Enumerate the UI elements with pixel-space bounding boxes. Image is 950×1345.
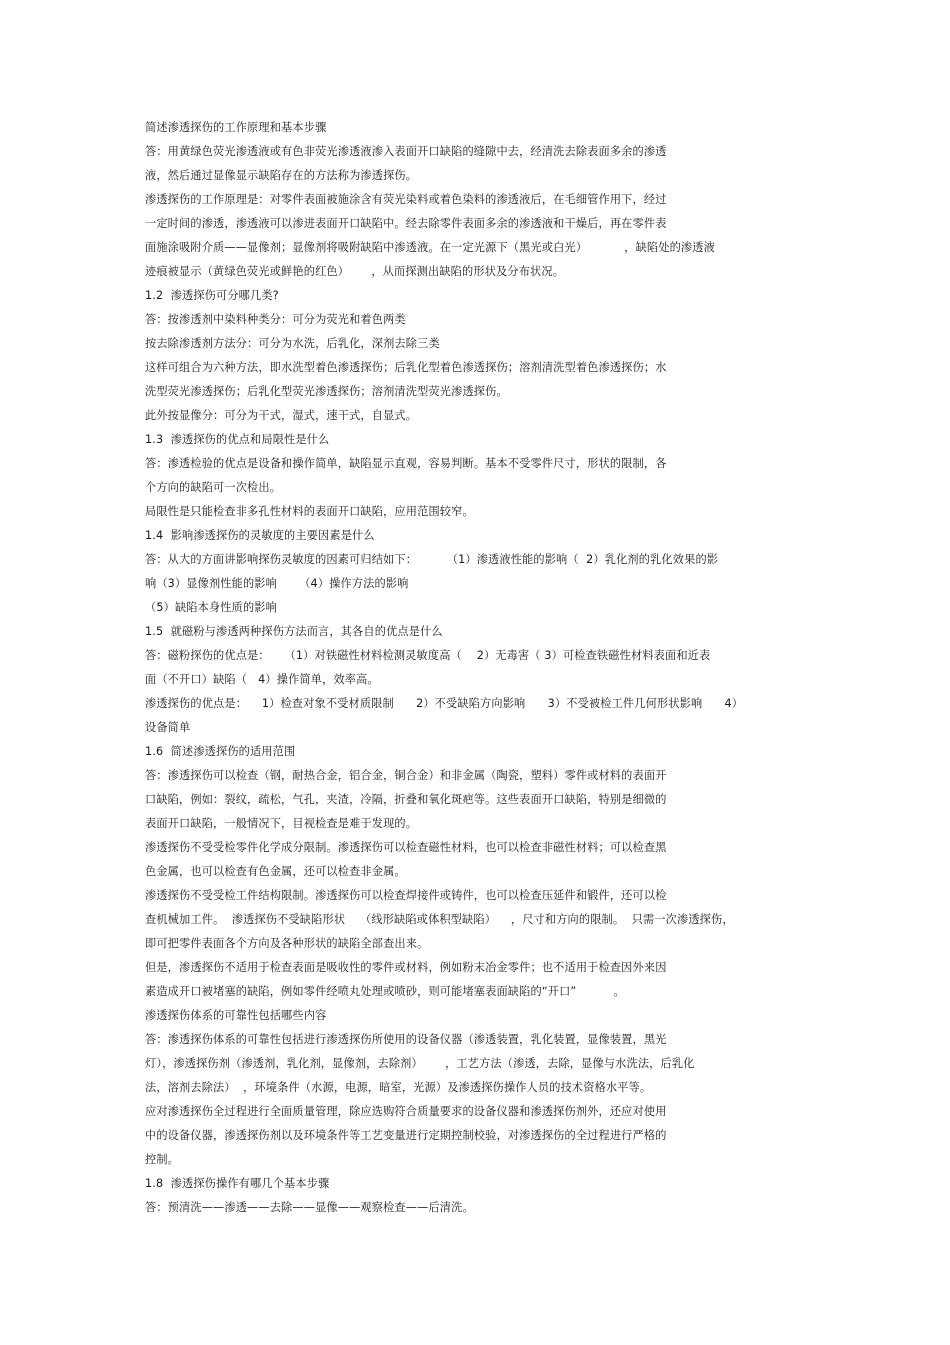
paragraph-line: 这样可组合为六种方法，即水洗型着色渗透探伤；后乳化型着色渗透探伤；溶剂清洗型着色渗透探伤；水 (145, 361, 667, 374)
heading-1-2: 1.2 渗透探伤可分哪几类? (145, 289, 279, 302)
heading-1-4: 1.4 影响渗透探伤的灵敏度的主要因素是什么 (145, 529, 375, 542)
paragraph-line: 一定时间的渗透，渗透液可以渗进表面开口缺陷中。经去除零件表面多余的渗透液和干燥后，再在零件表 (145, 217, 667, 230)
heading-principle: 简述渗透探伤的工作原理和基本步骤 (145, 121, 327, 134)
answer-line: 灯），渗透探伤剂（渗透剂，乳化剂，显像剂，去除剂） ，工艺方法（渗透，去除，显像与水洗法，后乳化 (145, 1057, 695, 1070)
answer-line: 法，溶剂去除法） ，环境条件（水源，电源，暗室，光源）及渗透探伤操作人员的技术资格水平等。 (145, 1081, 652, 1094)
heading-1-5: 1.5 就磁粉与渗透两种探伤方法而言，其各自的优点是什么 (145, 625, 443, 638)
paragraph-line: 素造成开口被堵塞的缺陷，例如零件经喷丸处理或喷砂，则可能堵塞表面缺陷的“开口” 。 (145, 985, 625, 998)
answer-line: 答：渗透探伤体系的可靠性包括进行渗透探伤所使用的设备仪器（渗透装置，乳化装置，显像装置，黑光 (145, 1033, 667, 1046)
paragraph-line: 中的设备仪器，渗透探伤剂以及环境条件等工艺变量进行定期控制校验，对渗透探伤的全过程进行严格的 (145, 1129, 667, 1142)
paragraph-line: 按去除渗透剂方法分：可分为水洗，后乳化，深剂去除三类 (145, 337, 440, 350)
paragraph-line: 面施涂吸附介质——显像剂；显像剂将吸附缺陷中渗透液。在一定光源下（黑光或白光） ，缺陷处的渗透液 (145, 241, 715, 254)
answer-line: 个方向的缺陷可一次检出。 (145, 481, 282, 494)
paragraph-line: 渗透探伤不受受检工件结构限制。渗透探伤可以检查焊接件或铸件，也可以检查压延件和锻件，还可以检 (145, 889, 667, 902)
paragraph-line: 即可把零件表面各个方向及各种形状的缺陷全部查出来。 (145, 937, 429, 950)
heading-1-8: 1.8 渗透探伤操作有哪几个基本步骤 (145, 1177, 330, 1190)
answer-line: 答：从大的方面讲影响探伤灵敏度的因素可归结如下： （1）渗透液性能的影响（ 2）乳化剂的乳化效果的影 (145, 553, 719, 566)
paragraph-line: 应对渗透探伤全过程进行全面质量管理，除应选购符合质量要求的设备仪器和渗透探伤剂外，还应对使用 (145, 1105, 667, 1118)
paragraph-line: 洗型荧光渗透探伤；后乳化型荧光渗透探伤；溶剂清洗型荧光渗透探伤。 (145, 385, 508, 398)
answer-line: 口缺陷，例如：裂纹，疏松，气孔，夹渣，冷隔，折叠和氧化斑疤等。这些表面开口缺陷，特别是细微的 (145, 793, 667, 806)
paragraph-line: 但是，渗透探伤不适用于检查表面是吸收性的零件或材料，例如粉末冶金零件；也不适用于检查因外来因 (145, 961, 667, 974)
answer-line: 液，然后通过显像显示缺陷存在的方法称为渗透探伤。 (145, 169, 418, 182)
paragraph-line: 设备简单 (145, 721, 191, 734)
answer-line: 响（3）显像剂性能的影响 （4）操作方法的影响 (145, 577, 409, 590)
answer-line: 答：按渗透剂中染料种类分：可分为荧光和着色两类 (145, 313, 406, 326)
paragraph-line: 查机械加工件。 渗透探伤不受缺陷形状 （线形缺陷或体积型缺陷） ，尺寸和方向的限制。 只需一次渗透探伤， (145, 913, 734, 926)
answer-line: （5）缺陷本身性质的影响 (145, 601, 277, 614)
paragraph-line: 控制。 (145, 1153, 180, 1166)
heading-1-3: 1.3 渗透探伤的优点和局限性是什么 (145, 433, 330, 446)
answer-line: 答：预清洗——渗透——去除——显像——观察检查——后清洗。 (145, 1201, 474, 1214)
paragraph-line: 局限性是只能检查非多孔性材料的表面开口缺陷，应用范围较窄。 (145, 505, 474, 518)
heading-1-6: 1.6 简述渗透探伤的适用范围 (145, 745, 296, 758)
paragraph-line: 色金属，也可以检查有色金属，还可以检查非金属。 (145, 865, 406, 878)
paragraph-line: 渗透探伤的工作原理是：对零件表面被施涂含有荧光染料或着色染料的渗透液后，在毛细管作用下，经过 (145, 193, 667, 206)
paragraph-line: 渗透探伤不受受检零件化学成分限制。渗透探伤可以检查磁性材料，也可以检查非磁性材料；可以检查黑 (145, 841, 667, 854)
answer-line: 答：渗透检验的优点是设备和操作简单，缺陷显示直观，容易判断。基本不受零件尺寸，形状的限制，各 (145, 457, 667, 470)
paragraph-line: 迹痕被显示（黄绿色荧光或鲜艳的红色） ，从而探测出缺陷的形状及分布状况。 (145, 265, 565, 278)
paragraph-line: 渗透探伤的优点是： 1）检查对象不受材质限制 2）不受缺陷方向影响 3）不受被检工件几何形状影响 4） (145, 697, 744, 710)
answer-line: 答：用黄绿色荧光渗透液或有色非荧光渗透液渗入表面开口缺陷的缝隙中去，经清洗去除表面多余的渗透 (145, 145, 667, 158)
answer-line: 答：渗透探伤可以检查（钢，耐热合金，铝合金，铜合金）和非金属（陶瓷，塑料）零件或材料的表面开 (145, 769, 667, 782)
heading-reliability: 渗透探伤体系的可靠性包括哪些内容 (145, 1009, 327, 1022)
answer-line: 面（不开口）缺陷（ 4）操作简单，效率高。 (145, 673, 379, 686)
answer-line: 表面开口缺陷，一般情况下，目视检查是难于发现的。 (145, 817, 418, 830)
paragraph-line: 此外按显像分：可分为干式，湿式，速干式，自显式。 (145, 409, 418, 422)
answer-line: 答：磁粉探伤的优点是： （1）对铁磁性材料检测灵敏度高（ 2）无毒害（ 3）可检查铁磁性材料表面和近表 (145, 649, 711, 662)
